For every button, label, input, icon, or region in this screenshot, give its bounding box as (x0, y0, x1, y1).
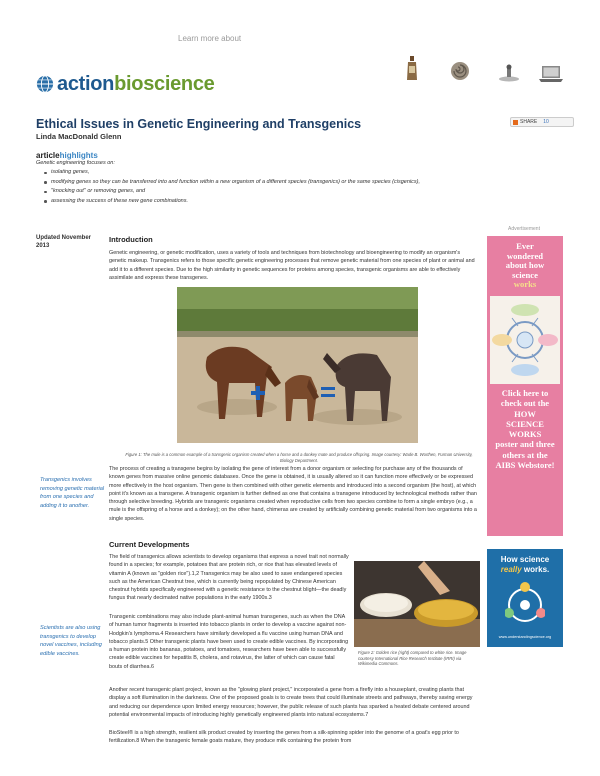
share-count: 10 (543, 119, 549, 125)
ad-line: wondered (506, 250, 544, 261)
list-item: assessing the success of these new gene combinations. (44, 197, 420, 207)
learn-more-link[interactable]: Learn more about (178, 34, 242, 43)
nav-icon-bar (400, 56, 570, 90)
science-flowchart-graphic (490, 296, 560, 384)
ad-line: poster and three (495, 439, 555, 450)
current-developments-heading: Current Developments (109, 540, 190, 549)
ad-line: Ever (516, 241, 534, 251)
ad-line: Click here to (501, 388, 549, 398)
pull-quote-transgenics: Transgenics involves removing genetic material from one species and adding it to another. (40, 477, 105, 509)
ad-title (487, 555, 563, 574)
ad-line: HOW (514, 408, 536, 419)
share-label: SHARE (520, 119, 538, 125)
list-item: isolating genes, (44, 168, 420, 178)
microscope-icon[interactable] (498, 64, 520, 82)
golden-rice-photo (354, 561, 480, 647)
ad-line: about how (505, 260, 545, 270)
current-developments-paragraph-2: Transgenic combinations may also include plant-animal human transgenes, such as when the DNA of human tumor fragments is inserted into tobacco plants in order to develop a vaccine against non-Hodgkin's lymphoma.4 Researchers have similarly developed a flu vaccine using human DNA and tobacco plants.5 Other transgenic plants have been used to create edible vaccines. By incorporating a human protein into bananas, potatoes, and tomatoes, researchers have been able to successfully create edible vaccines for hepatitis B, cholera, and rotavirus, the latter of which can cause fatal bouts of diarrhea.6 (109, 614, 349, 670)
ad-line: How science (500, 555, 550, 564)
mule-figure (177, 287, 418, 443)
how-science-works-ad[interactable] (487, 236, 563, 536)
ad-headline (487, 242, 563, 290)
highlights-heading-article: article (36, 151, 60, 160)
golden-rice-figure (354, 561, 480, 647)
share-button[interactable] (510, 117, 574, 127)
logo-action: action (57, 73, 115, 95)
mule-figure-caption: Figure 1: The mule is a common example of a transgenic organism created when a horse and a donkey mate and produce offspring. Image courtesy: Wade B. Worthen, Furman University, Biology Department. (125, 452, 473, 463)
advertisement-label: Advertisement (508, 226, 540, 232)
introduction-heading: Introduction (109, 235, 153, 244)
list-item: modifying genes so they can be transferred into and function within a new organism of a different species (transgenics) or the same species (cisgenics), (44, 178, 420, 188)
pull-quote-vaccines: Scientists are also using transgenics to develop novel vaccines, including edible vaccines. (40, 625, 102, 657)
share-icon (513, 120, 518, 125)
ad-line: really (500, 564, 522, 574)
highlights-list (44, 168, 420, 206)
understanding-science-ad[interactable] (487, 549, 563, 647)
updated-date: Updated November 2013 (36, 235, 92, 249)
science-cycle-icon (505, 579, 545, 631)
ad-line: science (512, 269, 538, 280)
globe-icon (36, 75, 54, 93)
current-developments-paragraph-4: BioSteel® is a high strength, resilient silk product created by inserting the genes from a silk-spinning spider into the genome of a goat's egg prior to fertilization.8 When the transgenic female goats mature, they produce milk containing the protein from (109, 730, 459, 745)
laptop-icon[interactable] (538, 65, 564, 83)
ad-line: WORKS (508, 429, 542, 440)
logo-text (57, 74, 215, 94)
list-item: "knocking out" or removing genes, and (44, 187, 420, 197)
author-name: Linda MacDonald Glenn (36, 132, 122, 141)
current-developments-paragraph-1: The field of transgenics allows scientists to develop organisms that express a novel trait not normally found in a species; for example, potatoes that are protein rich, or rice that has elevated levels of vitamin A (known as "golden rice").1,2 Transgenics may be also used to save endangered species such as the American Chestnut tree, which is currently being repopulated by Chinese American chestnut hybrids specifically engineered with a genetic resistance to the chestnut blight—the deadly fungus that nearly decimated native populations in the early 1900s.3 (109, 554, 349, 602)
ad-line: works. (523, 564, 550, 574)
golden-rice-caption: Figure 2: Golden rice (right) compared to white rice. Image courtesy International Rice Research Institute (IRRI) via Wikimedia Commons. (358, 650, 467, 667)
ad-line: SCIENCE (506, 418, 544, 429)
ad-line: others at the (502, 449, 548, 460)
ad-line: AIBS Webstore! (495, 460, 555, 471)
ad-line: check out the (500, 398, 550, 409)
introduction-paragraph: Genetic engineering, or genetic modification, uses a variety of tools and techniques from biotechnology and bioengineering to modify an organism's genetic makeup. Transgenics refers to those specific genetic engineering processes that remove genetic material from one species of plant or animal and add it to a different species. Due to the high similarity in genetic sequences for proteins among species, transgenic organisms are able to effectively assimilate and express these transgenes. (109, 250, 475, 281)
ad-cta (487, 388, 563, 470)
page-title: Ethical Issues in Genetic Engineering and Transgenics (36, 117, 362, 131)
highlights-heading (36, 151, 98, 160)
transgene-paragraph: The process of creating a transgene begins by isolating the gene of interest from a donor organism or selecting for purchase any of the thousands of known genes from massive online genomic databases. Once the gene is obtained, it is usually altered so it can function more effectively or be expressed more effectively in the host organism. Then gene is then combined with other genetic elements and introduced into a second organism (the host), at which point it's known as a transgene. A transgenic organism is further defined as one that contains a transgene introduced by technological methods rather than through selective breeding. Hybrids are transgenic organisms created when reproductive cells from two species combine to form a single embryo (e.g., a mule is the offspring of a horse and a donkey); on the other hand, chimeras are created by artificially combining genetic material from two organisms into a single species. (109, 466, 477, 522)
ad-url: www.understandingscience.org (498, 635, 552, 639)
fossil-icon[interactable] (450, 61, 470, 81)
ad-line: works (513, 279, 537, 289)
current-developments-paragraph-3: Another recent transgenic plant project, known as the "glowing plant project," incorporated a gene from a firefly into a houseplant, creating plants that display a soft illumination in the darkness. One of the proposed goals is to create trees that could illuminate streets and pathways, thereby saving energy and reducing our dependence upon limited energy resources; however, the public release of such plants has sparked a heated debate centered around potential environmental impacts of introducing highly genetically engineered plants into natural ecosystems.7 (109, 687, 473, 718)
site-logo[interactable] (36, 74, 215, 94)
mule-photo (177, 287, 418, 443)
logo-bioscience: bioscience (114, 73, 215, 95)
bottle-icon[interactable] (406, 56, 418, 82)
highlights-heading-highlights: highlights (59, 151, 98, 160)
highlights-intro: Genetic engineering focuses on: (36, 160, 115, 166)
